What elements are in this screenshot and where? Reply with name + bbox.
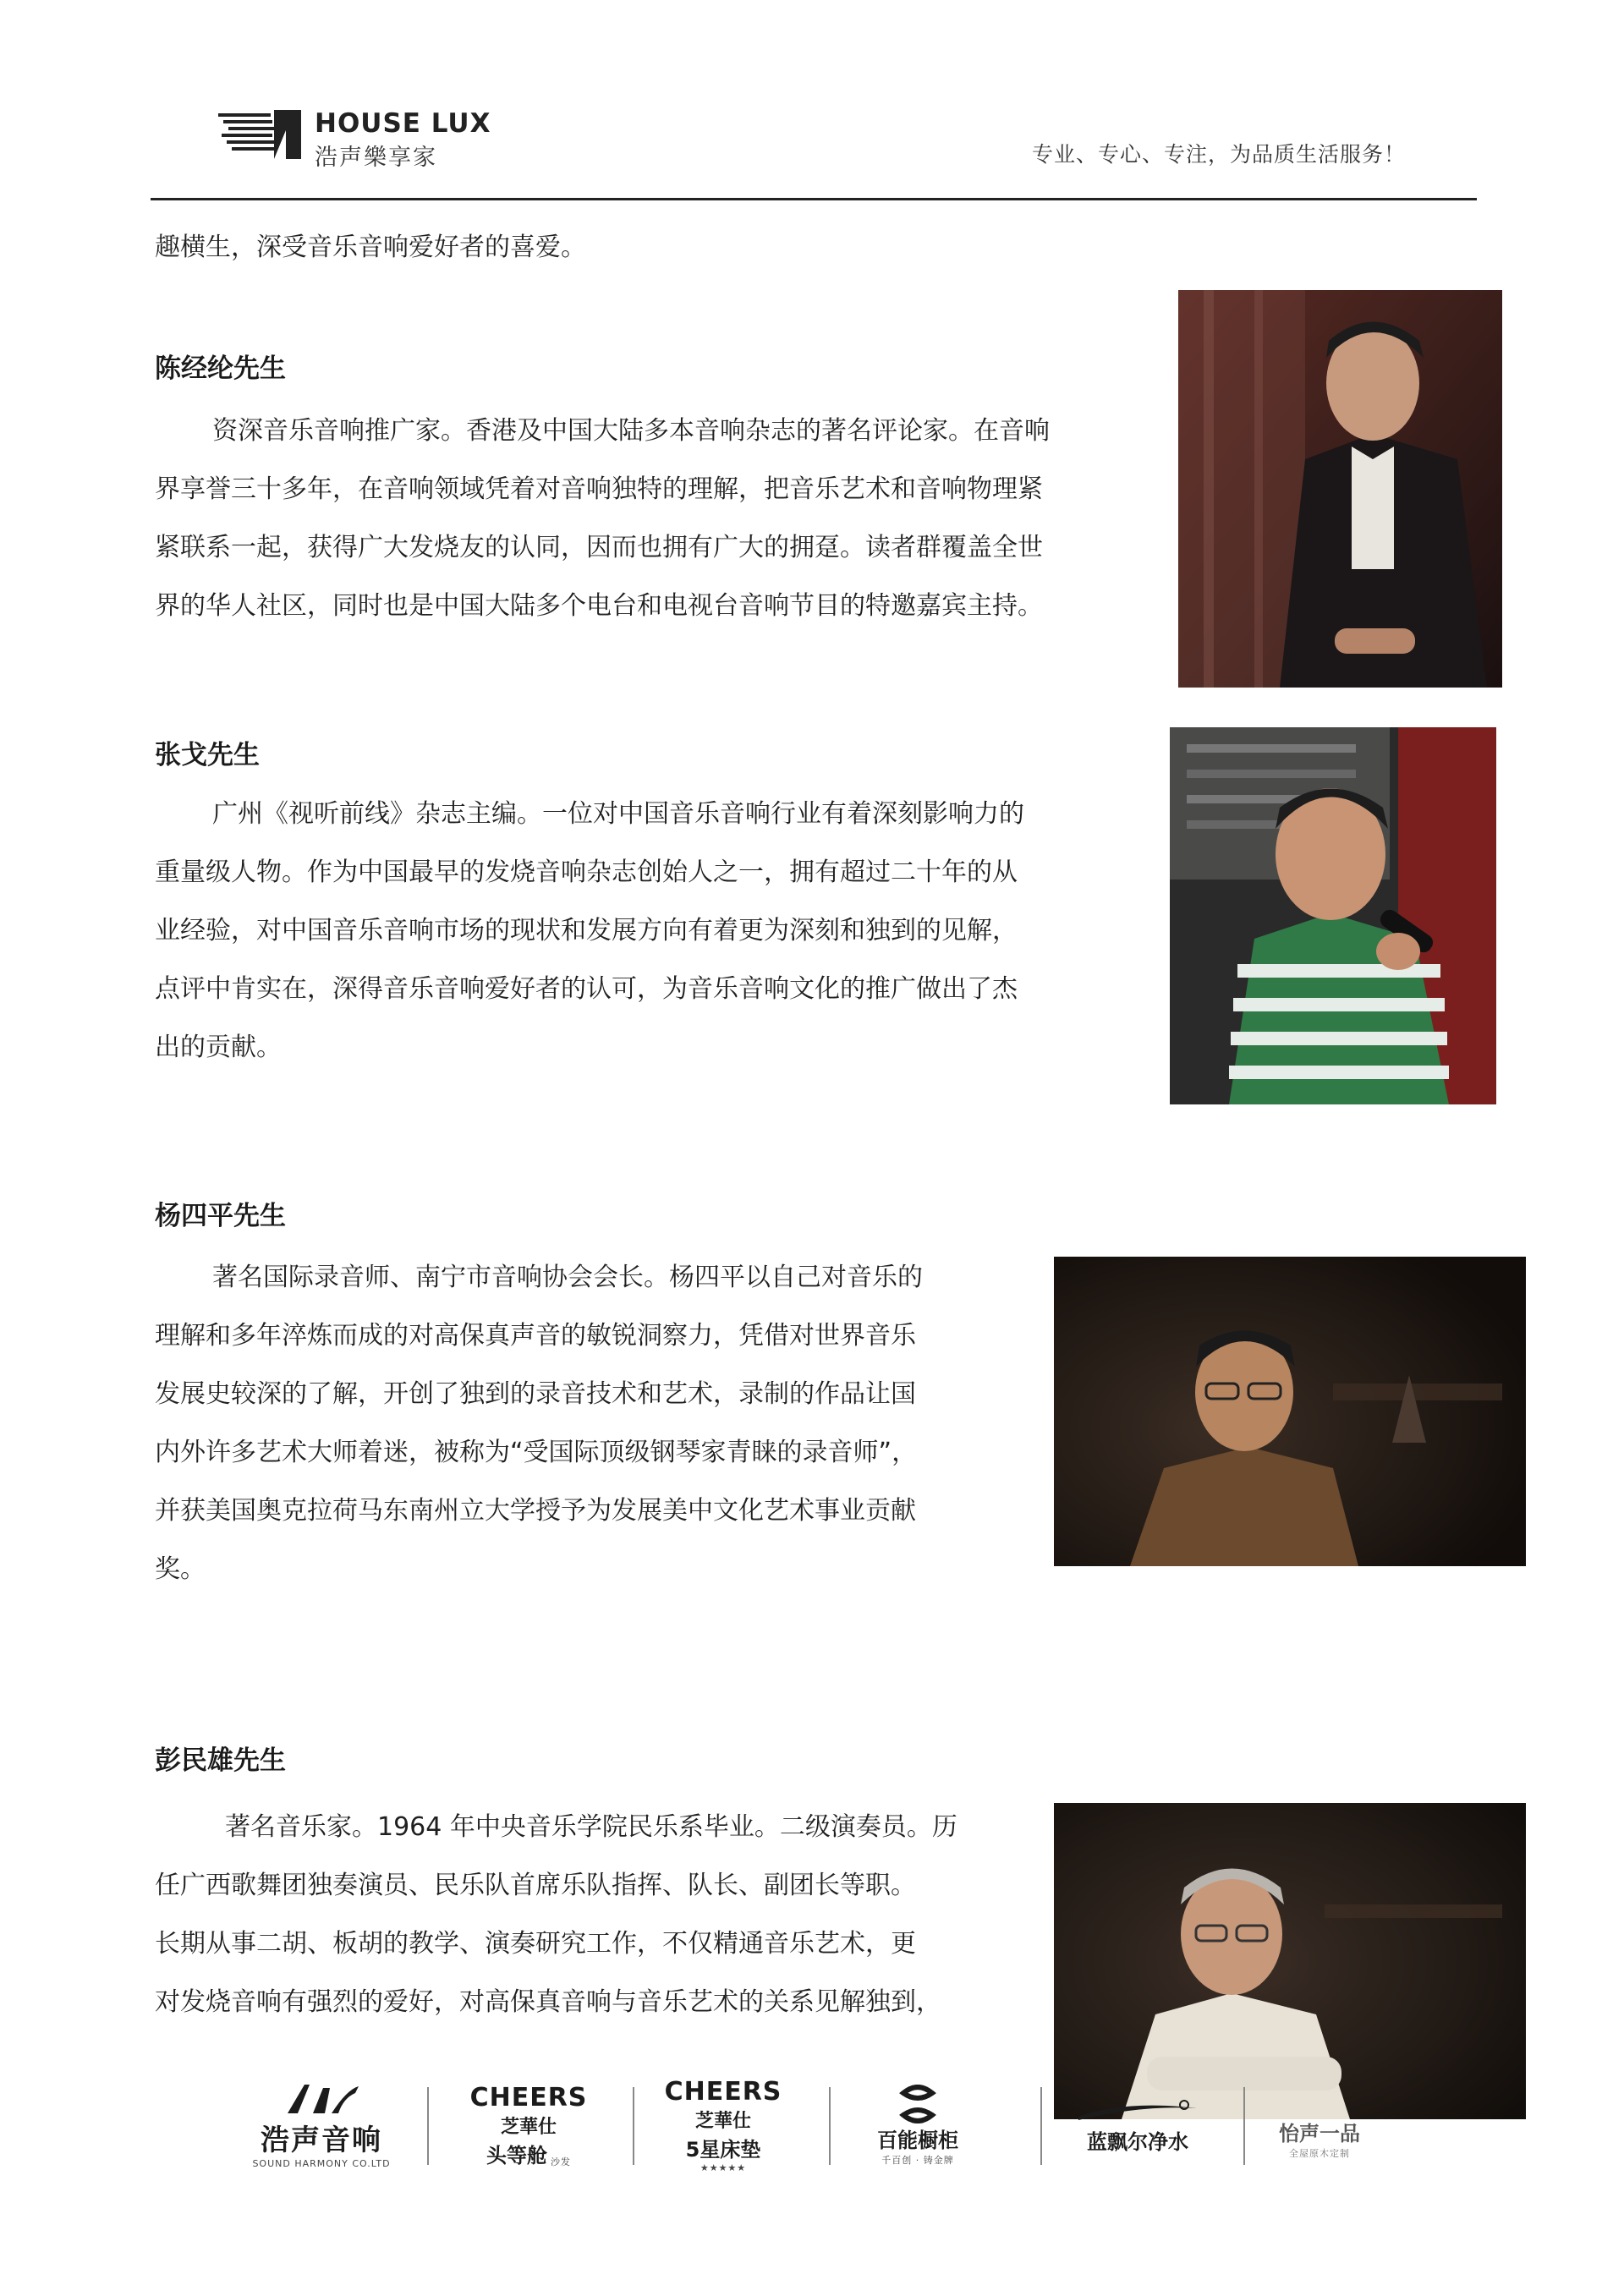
footer-logo-cheers-sofa: CHEERS 芝華仕 头等舱 沙发: [469, 2082, 588, 2167]
person-bio-yang: 著名国际录音师、南宁市音响协会会长。杨四平以自己对音乐的 理解和多年淬炼而成的对高保真声音的敏锐洞察力，凭借对世界音乐 发展史较深的了解，开创了独到的录音技术和艺术，录制的作品让国 内外许多艺术大师着迷，被称为“受国际顶级钢琴家青睐的录音师”， 并获美国奥克拉荷马东南州立大学授予为发展美中文化艺术事业贡献 奖。: [155, 1263, 923, 1584]
portrait-photo-chen: [1178, 290, 1502, 688]
houselux-logo-mark-icon: [218, 110, 303, 159]
logo-chinese-text: 浩声樂享家: [315, 145, 437, 171]
person-name-yang: 杨四平先生: [155, 1201, 286, 1231]
header-slogan: 专业、专心、专注，为品质生活服务！: [1032, 142, 1407, 167]
header-divider: [151, 198, 1477, 200]
footer-logo-yisheng: 怡声一品 全屋原木定制: [1279, 2121, 1360, 2159]
person-bio-zhang: 广州《视听前线》杂志主编。一位对中国音乐音响行业有着深刻影响力的 重量级人物。作为中国最早的发烧音响杂志创始人之一，拥有超过二十年的从 业经验，对中国音乐音响市场的现状和发展方向有着更为深刻和独到的见解， 点评中肯实在，深得音乐音响爱好者的认可，为音乐音响文化的推广做出了杰 出的贡献。: [155, 799, 1024, 1062]
baineng-mark-icon: [897, 2085, 939, 2123]
water-wave-icon: [1074, 2096, 1201, 2125]
footer-logo-lanpiaoer: 蓝飘尔净水: [1057, 2079, 1218, 2172]
person-bio-peng: 著名音乐家。1964 年中央音乐学院民乐系毕业。二级演奏员。历 任广西歌舞团独奏演员、民乐队首席乐队指挥、队长、副团长等职。 长期从事二胡、板胡的教学、演奏研究工作，不仅精通音乐艺术，更 对发烧音响有强烈的爱好，对高保真音响与音乐艺术的关系见解独到，: [155, 1812, 957, 2017]
footer-divider: [829, 2087, 831, 2165]
person-bio-chen: 资深音乐音响推广家。香港及中国大陆多本音响杂志的著名评论家。在音响 界享誉三十多年，在音响领域凭着对音响独特的理解，把音乐艺术和音响物理紧 紧联系一起，获得广大发烧友的认同，因而也拥有广大的拥趸。读者群覆盖全世 界的华人社区，同时也是中国大陆多个电台和电视台音响节目的特邀嘉宾主持。: [155, 416, 1050, 621]
footer-divider: [633, 2087, 634, 2165]
person-name-chen: 陈经纶先生: [155, 353, 286, 384]
portrait-photo-zhang: [1170, 727, 1496, 1104]
footer-logo-sound-harmony: 浩声音响 SOUND HARMONY CO.LTD: [245, 2079, 398, 2172]
footer-divider: [1243, 2087, 1245, 2165]
footer-logo-baineng: 百能橱柜 千百创 · 铸金牌: [846, 2079, 990, 2172]
intro-paragraph: 趣横生，深受音乐音响爱好者的喜爱。: [155, 233, 586, 262]
footer-logo-cheers-mattress: CHEERS 芝華仕 5星床垫 ★★★★★: [664, 2077, 782, 2173]
sound-harmony-mark-icon: [279, 2081, 364, 2117]
footer-brand-logos: [245, 2079, 1396, 2172]
logo-english-text: HOUSE LUX: [315, 108, 491, 139]
portrait-photo-peng: [1054, 1803, 1526, 2119]
person-name-zhang: 张戈先生: [155, 740, 260, 770]
footer-divider: [427, 2087, 429, 2165]
person-name-peng: 彭民雄先生: [155, 1745, 286, 1776]
footer-divider: [1040, 2087, 1042, 2165]
portrait-photo-yang: [1054, 1257, 1526, 1566]
